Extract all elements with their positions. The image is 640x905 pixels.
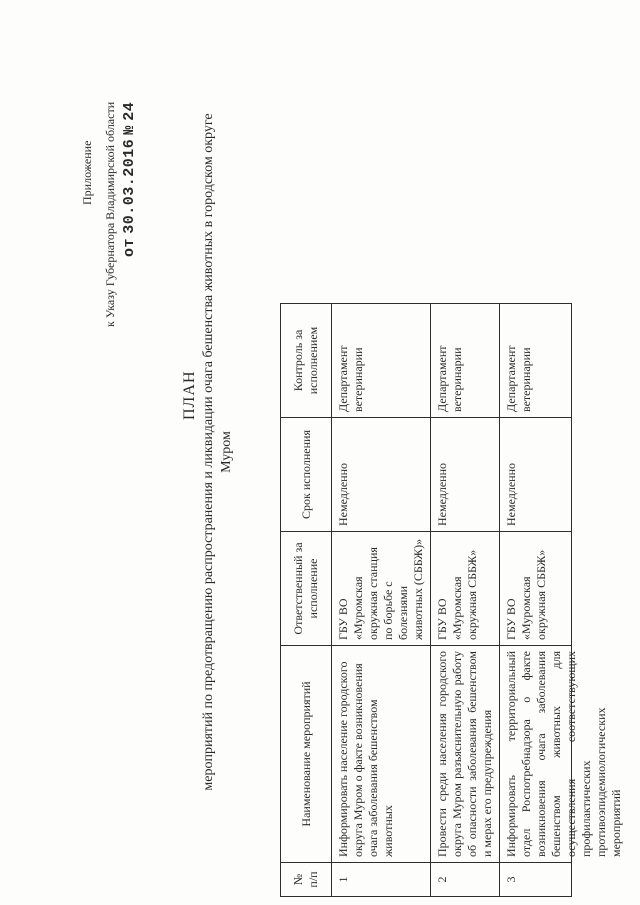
table-row [431, 304, 500, 897]
decree-date-line [121, 102, 138, 257]
measure-name: Информировать население городского округа Муром о факте возникновения очага заболевания бешенством животных [332, 646, 431, 863]
date-prefix: от [121, 237, 138, 257]
decree-reference: к Указу Губернатора Владимирской области [103, 101, 117, 327]
responsible-party: ГБУ ВО «Муромская окружная СББЖ» [500, 532, 572, 646]
table-header-row [281, 304, 332, 897]
row-number: 3 [500, 863, 572, 897]
measure-name: Провести среди населения городского округа Муром разъяснительную работу об опасности заболевания бешенством и мерах его предупреждения [431, 646, 500, 863]
column-header-term: Срок исполнения [281, 418, 332, 532]
responsible-party: ГБУ ВО «Муромская окружная СББЖ» [431, 532, 500, 646]
control-party: Департамент ветеринарии [431, 304, 500, 418]
table-row [500, 304, 572, 897]
execution-term: Немедленно [332, 418, 431, 532]
control-party: Департамент ветеринарии [332, 304, 431, 418]
appendix-label: Приложение [80, 140, 94, 205]
control-party: Департамент ветеринарии [500, 304, 572, 418]
execution-term: Немедленно [431, 418, 500, 532]
column-header-control: Контроль за исполнением [281, 304, 332, 418]
plan-subtitle: мероприятий по предотвращению распространения и ликвидации очага бешенства животных в городском округе Муром [201, 113, 234, 791]
column-header-number: № п/п [281, 863, 332, 897]
date-value: 30.03.2016 [121, 138, 138, 234]
plan-title: ПЛАН [181, 370, 198, 420]
measure-name-text: Информировать территориальный отдел Роспотребнадзора о факте возникновения очага заболевания бешенством животных для осуществления соответствующих профилактических противоэпидемиологических мероприятий [504, 651, 623, 857]
column-header-name: Наименование мероприятий [281, 646, 332, 863]
table-row [332, 304, 431, 897]
row-number: 2 [431, 863, 500, 897]
number-prefix: № [121, 124, 138, 135]
measure-name [500, 646, 623, 863]
responsible-party: ГБУ ВО «Муромская окружная станция по борьбе с болезнями животных (СББЖ)» [332, 532, 431, 646]
plan-table [280, 303, 623, 897]
row-number: 1 [332, 863, 431, 897]
number-value: 24 [121, 101, 138, 121]
execution-term: Немедленно [500, 418, 572, 532]
column-header-responsible: Ответственный за исполнение [281, 532, 332, 646]
